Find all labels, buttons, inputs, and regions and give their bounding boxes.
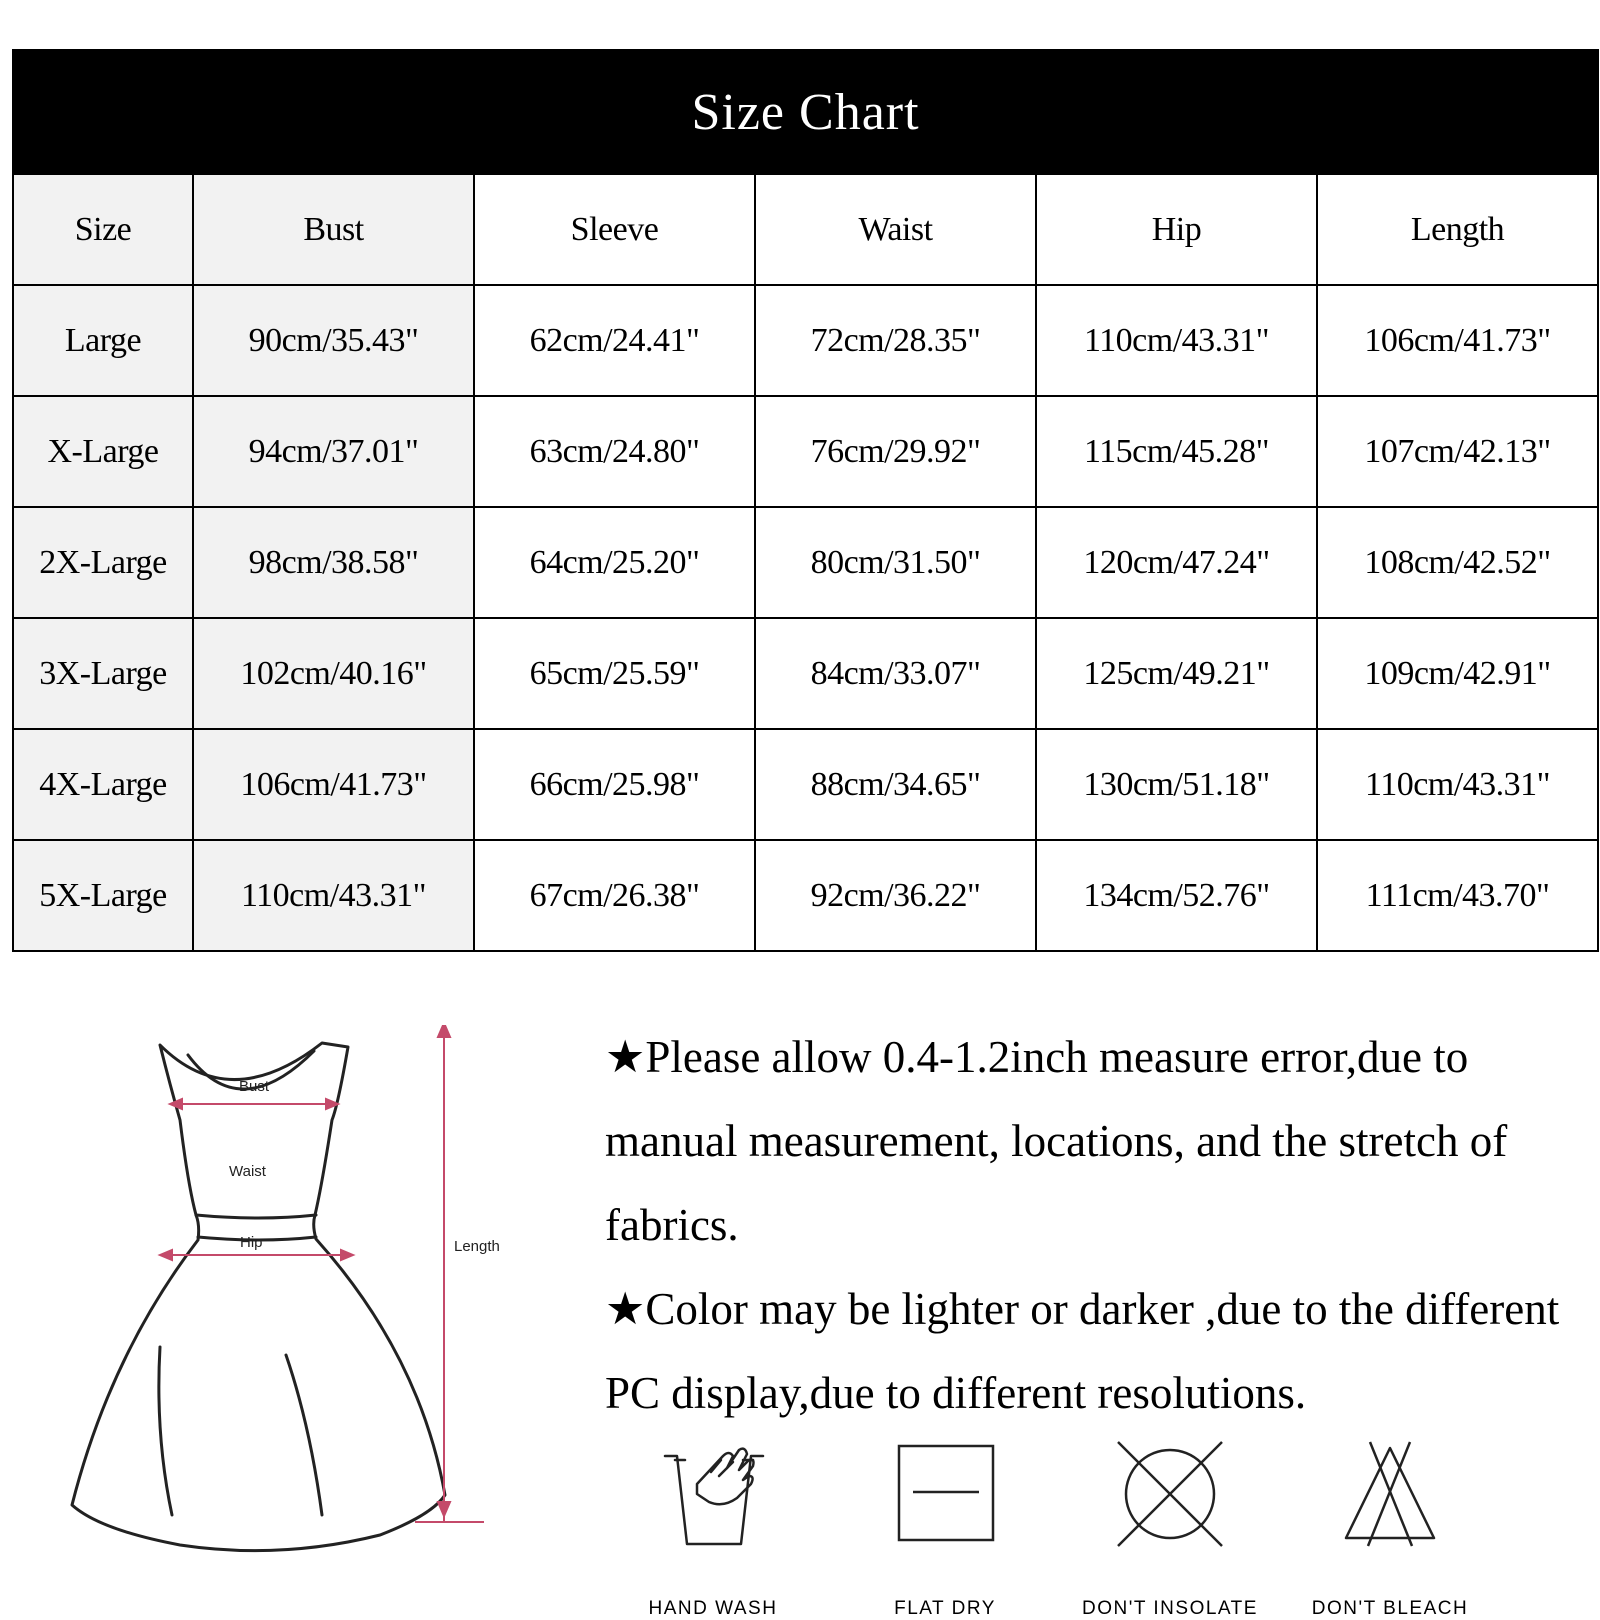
size-chart-title: Size Chart xyxy=(13,50,1598,174)
care-flat-dry xyxy=(850,1440,1040,1620)
length-cell: 109cm/42.91" xyxy=(1317,618,1598,729)
waist-cell: 84cm/33.07" xyxy=(755,618,1036,729)
hip-cell: 134cm/52.76" xyxy=(1036,840,1317,951)
length-cell: 108cm/42.52" xyxy=(1317,507,1598,618)
sleeve-cell: 66cm/25.98" xyxy=(474,729,755,840)
header-cell: Sleeve xyxy=(474,174,755,285)
hip-label: Hip xyxy=(240,1234,263,1251)
sleeve-cell: 64cm/25.20" xyxy=(474,507,755,618)
header-cell: Size xyxy=(13,174,193,285)
table-row xyxy=(13,840,1598,951)
hand-wash-icon xyxy=(653,1440,773,1550)
length-cell: 107cm/42.13" xyxy=(1317,396,1598,507)
waist-cell: 76cm/29.92" xyxy=(755,396,1036,507)
bust-cell: 98cm/38.58" xyxy=(193,507,474,618)
waist-cell: 80cm/31.50" xyxy=(755,507,1036,618)
table-row xyxy=(13,396,1598,507)
table-row xyxy=(13,507,1598,618)
sleeve-cell: 63cm/24.80" xyxy=(474,396,755,507)
size-cell: X-Large xyxy=(13,396,193,507)
care-dont-bleach xyxy=(1295,1440,1485,1620)
dress-diagram xyxy=(60,1025,540,1575)
size-cell: 3X-Large xyxy=(13,618,193,729)
table-row xyxy=(13,729,1598,840)
dont-insolate-icon xyxy=(1110,1440,1230,1550)
waist-cell: 92cm/36.22" xyxy=(755,840,1036,951)
header-cell: Waist xyxy=(755,174,1036,285)
header-cell: Bust xyxy=(193,174,474,285)
notes-section xyxy=(605,1015,1595,1435)
table-row xyxy=(13,285,1598,396)
bust-cell: 110cm/43.31" xyxy=(193,840,474,951)
bust-cell: 102cm/40.16" xyxy=(193,618,474,729)
hip-cell: 125cm/49.21" xyxy=(1036,618,1317,729)
sleeve-cell: 67cm/26.38" xyxy=(474,840,755,951)
care-label: DON'T INSOLATE xyxy=(1082,1598,1258,1619)
bust-cell: 106cm/41.73" xyxy=(193,729,474,840)
header-cell: Hip xyxy=(1036,174,1317,285)
skirt-fold xyxy=(159,1347,172,1515)
hip-cell: 130cm/51.18" xyxy=(1036,729,1317,840)
care-hand-wash xyxy=(618,1440,808,1620)
note-color: ★Color may be lighter or darker ,due to the different PC display,due to different resolutions. xyxy=(605,1284,1560,1418)
note-measure-error: ★Please allow 0.4-1.2inch measure error,due to manual measurement, locations, and the stretch of fabrics. xyxy=(605,1032,1508,1250)
care-label: FLAT DRY xyxy=(894,1598,996,1619)
length-cell: 111cm/43.70" xyxy=(1317,840,1598,951)
care-dont-insolate xyxy=(1075,1440,1265,1620)
bust-cell: 90cm/35.43" xyxy=(193,285,474,396)
waist-label: Waist xyxy=(229,1163,266,1180)
size-chart-table xyxy=(12,49,1599,952)
length-label: Length xyxy=(454,1238,500,1255)
length-cell: 106cm/41.73" xyxy=(1317,285,1598,396)
sleeve-cell: 65cm/25.59" xyxy=(474,618,755,729)
bust-label: Bust xyxy=(239,1078,270,1095)
hip-cell: 110cm/43.31" xyxy=(1036,285,1317,396)
hip-cell: 115cm/45.28" xyxy=(1036,396,1317,507)
flat-dry-icon xyxy=(885,1440,1005,1550)
size-cell: 2X-Large xyxy=(13,507,193,618)
dress-outline xyxy=(72,1043,445,1551)
skirt-fold xyxy=(286,1355,322,1515)
size-cell: Large xyxy=(13,285,193,396)
bust-cell: 94cm/37.01" xyxy=(193,396,474,507)
size-cell: 4X-Large xyxy=(13,729,193,840)
header-row xyxy=(13,174,1598,285)
dont-bleach-icon xyxy=(1330,1440,1450,1550)
waist-cell: 88cm/34.65" xyxy=(755,729,1036,840)
care-label: HAND WASH xyxy=(648,1598,778,1619)
hip-cell: 120cm/47.24" xyxy=(1036,507,1317,618)
header-cell: Length xyxy=(1317,174,1598,285)
care-label: DON'T BLEACH xyxy=(1311,1598,1469,1619)
size-cell: 5X-Large xyxy=(13,840,193,951)
table-row xyxy=(13,618,1598,729)
sleeve-cell: 62cm/24.41" xyxy=(474,285,755,396)
length-cell: 110cm/43.31" xyxy=(1317,729,1598,840)
waistband-top xyxy=(196,1215,316,1218)
waist-cell: 72cm/28.35" xyxy=(755,285,1036,396)
